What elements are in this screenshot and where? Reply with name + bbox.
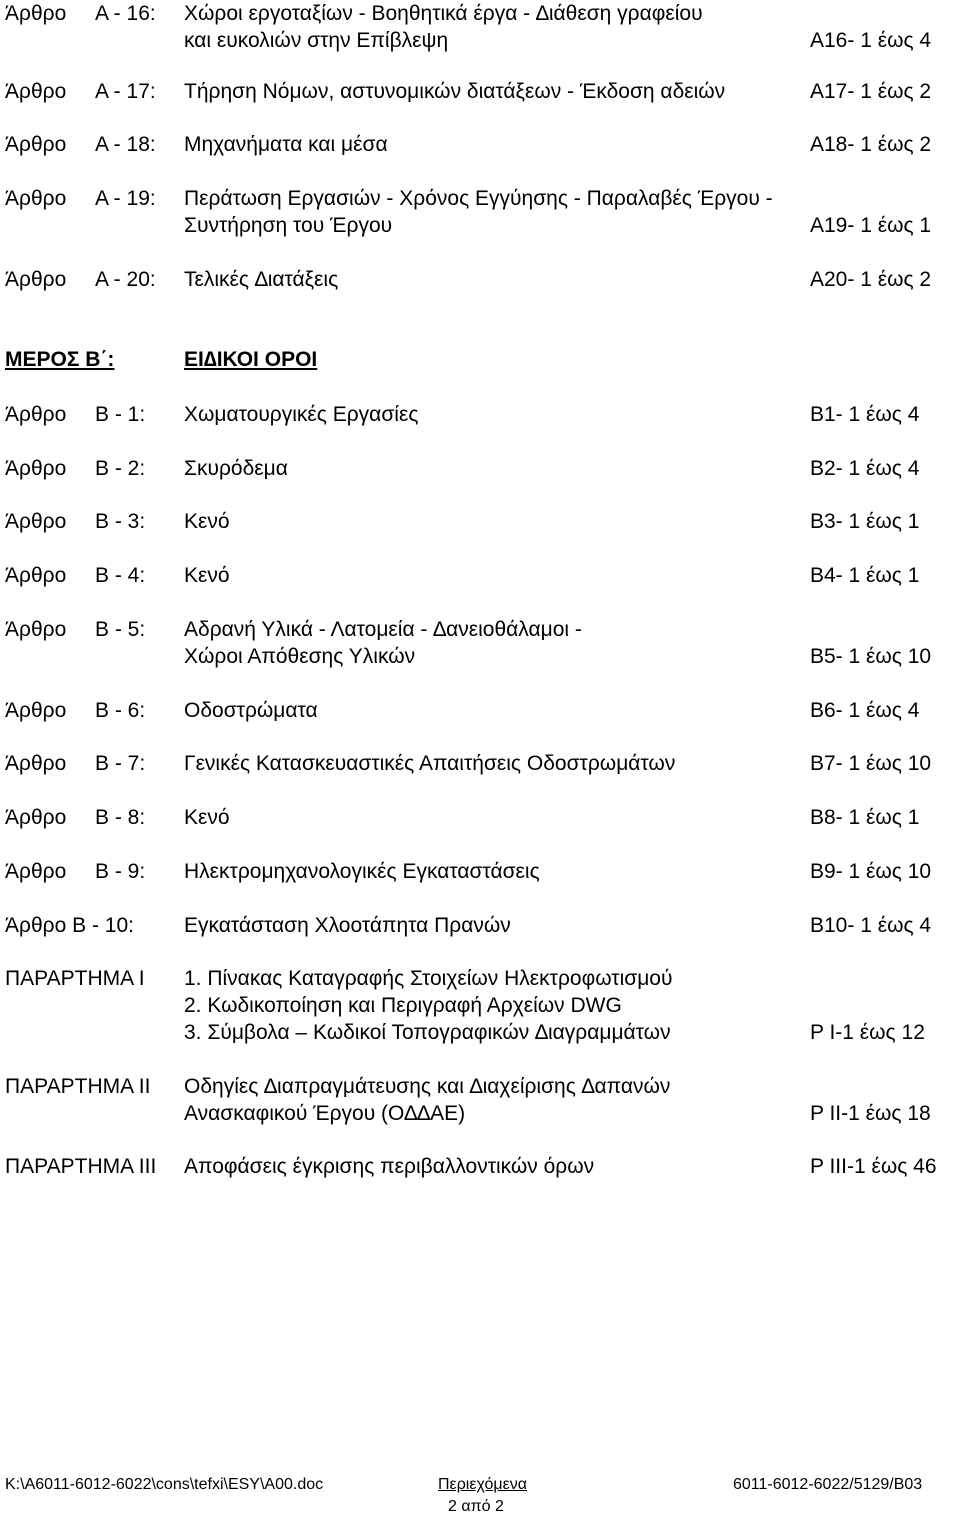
article-pages: Β8- 1 έως 1 [810,806,920,829]
article-code: Β - 6: [95,699,146,722]
article-label: Άρθρο [5,2,67,25]
article-title [184,131,804,158]
article-title [184,266,804,293]
article-pages: Β10- 1 έως 4 [810,914,932,937]
footer-doc-code: 6011-6012-6022/5129/B03 [733,1476,923,1493]
article-pages: Α20- 1 έως 2 [810,268,932,291]
article-title-line: Ηλεκτρομηχανολογικές Εγκαταστάσεις [184,860,540,883]
article-title [184,185,804,239]
article-label: Άρθρο [5,268,67,291]
article-pages: Α19- 1 έως 1 [810,214,932,237]
article-pages: Β4- 1 έως 1 [810,564,920,587]
appendix-title [184,1153,804,1180]
article-title-line: Κενό [184,564,230,587]
appendix-title [184,1073,804,1127]
article-title [184,697,804,724]
article-label: Άρθρο [5,860,67,883]
article-label: Άρθρο [5,618,67,641]
article-code: Β - 7: [95,752,146,775]
part-label: ΜΕΡΟΣ Β΄: [5,348,115,371]
article-code: Α - 19: [95,187,156,210]
article-label: Άρθρο [5,133,67,156]
article-title [184,401,804,428]
article-label: Άρθρο [5,457,67,480]
article-title-line: και ευκολιών στην Επίβλεψη [184,29,449,52]
appendix-pages: Ρ Ι-1 έως 12 [810,1021,925,1044]
article-title [184,78,804,105]
article-pages: Β9- 1 έως 10 [810,860,932,883]
article-label: Άρθρο [5,80,67,103]
appendix-title-line: Οδηγίες ∆ιαπραγμάτευσης και ∆ιαχείρισης ∆απανών [184,1075,671,1098]
article-code: Β - 5: [95,618,146,641]
article-title-line: Εγκατάσταση Χλοοτάπητα Πρανών [184,914,511,937]
appendix-title-line: 1. Πίνακας Καταγραφής Στοιχείων Ηλεκτροφωτισμού [184,967,673,990]
appendix-title-line: Αποφάσεις έγκρισης περιβαλλοντικών όρων [184,1155,595,1178]
appendix-title-line: 3. Σύμβολα – Κωδικοί Τοπογραφικών ∆ιαγραμμάτων [184,1021,671,1044]
appendix-title [184,965,804,1046]
appendix-title-line: 2. Κωδικοποίηση και Περιγραφή Αρχείων DWG [184,994,622,1017]
article-title-line: Μηχανήματα και μέσα [184,133,388,156]
article-code: Β - 9: [95,860,146,883]
article-pages: Β5- 1 έως 10 [810,645,932,668]
article-title-line: Κενό [184,510,230,533]
article-title-line: Τελικές ∆ιατάξεις [184,268,339,291]
article-pages: Α18- 1 έως 2 [810,133,932,156]
article-pages: Β3- 1 έως 1 [810,510,920,533]
appendix-title-line: Ανασκαφικού Έργου (Ο∆∆ΑΕ) [184,1102,466,1125]
article-pages: Β6- 1 έως 4 [810,699,920,722]
article-title-line: Χωματουργικές Εργασίες [184,403,419,426]
article-pages: Β1- 1 έως 4 [810,403,920,426]
article-title [184,912,804,939]
article-title-line: Σκυρόδεμα [184,457,288,480]
appendix-pages: Ρ ΙΙΙ-1 έως 46 [810,1155,937,1178]
article-code: Β - 2: [95,457,146,480]
article-title [184,804,804,831]
article-title-line: Συντήρηση του Έργου [184,214,393,237]
appendix-label: ΠΑΡΑΡΤΗΜΑ Ι [5,967,145,990]
article-title-line: Τήρηση Νόμων, αστυνομικών διατάξεων - Έκδοση αδειών [184,80,726,103]
article-label: Άρθρο Β - 10: [5,914,134,937]
article-code: Β - 3: [95,510,146,533]
article-title [184,562,804,589]
footer-section-title: Περιεχόμενα [438,1476,527,1493]
article-title-line: Περάτωση Εργασιών - Χρόνος Εγγύησης - Παραλαβές Έργου - [184,187,773,210]
article-code: Α - 16: [95,2,156,25]
article-title [184,616,804,670]
article-title [184,858,804,885]
article-label: Άρθρο [5,187,67,210]
article-title-line: Χώροι Απόθεσης Υλικών [184,645,416,668]
article-label: Άρθρο [5,752,67,775]
footer-file-path: K:\A6011-6012-6022\cons\tefxi\ESY\A00.doc [5,1476,324,1493]
article-title-line: Κενό [184,806,230,829]
article-title [184,0,804,54]
article-title [184,508,804,535]
article-title-line: Οδοστρώματα [184,699,318,722]
article-label: Άρθρο [5,806,67,829]
article-title [184,750,804,777]
appendix-label: ΠΑΡΑΡΤΗΜΑ ΙΙΙ [5,1155,157,1178]
article-title-line: Χώροι εργοταξίων - Βοηθητικά έργα - ∆ιάθεση γραφείου [184,2,703,25]
article-code: Α - 17: [95,80,156,103]
appendix-pages: Ρ ΙΙ-1 έως 18 [810,1102,931,1125]
article-label: Άρθρο [5,564,67,587]
article-label: Άρθρο [5,510,67,533]
article-code: Β - 1: [95,403,146,426]
article-pages: Β7- 1 έως 10 [810,752,932,775]
article-title [184,455,804,482]
article-title-line: Αδρανή Υλικά - Λατομεία - ∆ανειοθάλαμοι - [184,618,582,641]
part-title: ΕΙ∆ΙΚΟΙ ΟΡΟΙ [184,348,318,371]
article-label: Άρθρο [5,699,67,722]
article-title-line: Γενικές Κατασκευαστικές Απαιτήσεις Οδοστρωμάτων [184,752,676,775]
article-code: Β - 4: [95,564,146,587]
article-label: Άρθρο [5,403,67,426]
article-pages: Α16- 1 έως 4 [810,29,932,52]
article-code: Α - 18: [95,133,156,156]
footer-page-number: 2 από 2 [448,1498,504,1515]
article-pages: Β2- 1 έως 4 [810,457,920,480]
article-pages: Α17- 1 έως 2 [810,80,932,103]
article-code: Α - 20: [95,268,156,291]
appendix-label: ΠΑΡΑΡΤΗΜΑ ΙΙ [5,1075,151,1098]
article-code: Β - 8: [95,806,146,829]
